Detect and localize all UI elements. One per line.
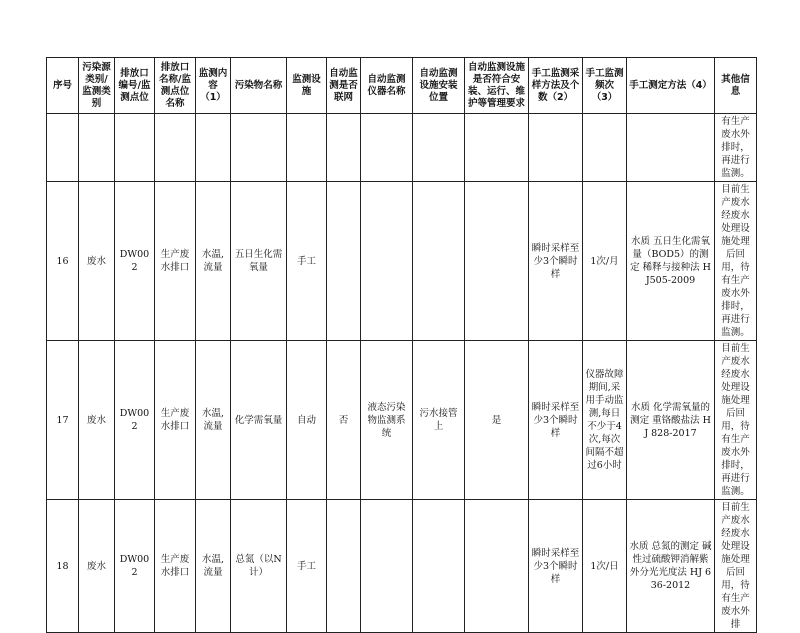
frequency-cell: 仪器故障期间,采用手动监测,每日不少于4次,每次间隔不超过6小时 [583,341,627,500]
networked-cell [327,500,361,633]
table-cell [529,114,583,182]
method-cell: 水质 五日生化需氧量（BOD5）的测定 稀释与接种法 HJ505-2009 [627,182,715,341]
table-cell [155,114,196,182]
pollutant-cell: 总氮（以N计） [231,500,287,633]
table-row [47,341,757,500]
networked-cell [327,182,361,341]
outlet-name-cell: 生产废水排口 [155,500,196,633]
method-cell: 水质 总氮的测定 碱性过硫酸钾消解紫外分光光度法 HJ 636-2012 [627,500,715,633]
header-cell: 监测设施 [287,58,327,114]
header-cell: 手工监测频次（3） [583,58,627,114]
table-cell [287,114,327,182]
monitoring-table [46,57,757,633]
header-cell: 自动监测设施是否符合安装、运行、维护等管理要求 [465,58,529,114]
outlet-name-cell: 生产废水排口 [155,182,196,341]
sampling-cell: 瞬时采样至少3个瞬时样 [529,182,583,341]
install-position-cell [413,500,465,633]
install-position-cell [413,182,465,341]
compliance-cell: 是 [465,341,529,500]
instrument-cell [361,500,413,633]
category-cell: 废水 [79,341,115,500]
outlet-id-cell: DW002 [115,500,155,633]
table-row [47,182,757,341]
header-cell: 其他信息 [715,58,757,114]
row-number: 18 [47,500,79,633]
outlet-name-cell: 生产废水排口 [155,341,196,500]
compliance-cell [465,500,529,633]
facility-cell: 手工 [287,500,327,633]
install-position-cell: 污水接管上 [413,341,465,500]
header-cell: 自动监测设施安装位置 [413,58,465,114]
content-cell: 水温,流量 [196,500,231,633]
frequency-cell: 1次/日 [583,500,627,633]
header-cell: 自动监测是否联网 [327,58,361,114]
header-cell: 污染源类别/监测类别 [79,58,115,114]
frequency-cell: 1次/月 [583,182,627,341]
category-cell: 废水 [79,500,115,633]
header-cell: 手工监测采样方法及个数（2） [529,58,583,114]
header-cell: 自动监测仪器名称 [361,58,413,114]
table-cell [361,114,413,182]
networked-cell: 否 [327,341,361,500]
facility-cell: 手工 [287,182,327,341]
table-cell [465,114,529,182]
table-cell [627,114,715,182]
header-cell: 手工测定方法（4） [627,58,715,114]
outlet-id-cell: DW002 [115,182,155,341]
table-cell [583,114,627,182]
table-cell [231,114,287,182]
header-cell: 排放口编号/监测点位 [115,58,155,114]
header-cell: 监测内容（1） [196,58,231,114]
table-cell [327,114,361,182]
sampling-cell: 瞬时采样至少3个瞬时样 [529,500,583,633]
instrument-cell: 液态污染物监测系统 [361,341,413,500]
header-cell: 排放口名称/监测点位名称 [155,58,196,114]
row-number: 17 [47,341,79,500]
content-cell: 水温,流量 [196,182,231,341]
other-info-cell: 目前生产废水经废水处理设施处理后回用，待有生产废水外排时，再进行监测。 [715,341,757,500]
method-cell: 水质 化学需氧量的测定 重铬酸盐法 HJ 828-2017 [627,341,715,500]
facility-cell: 自动 [287,341,327,500]
table-cell [115,114,155,182]
table-cell [413,114,465,182]
other-info-cell: 有生产废水外排时，再进行监测。 [715,114,757,182]
sampling-cell: 瞬时采样至少3个瞬时样 [529,341,583,500]
content-cell: 水温,流量 [196,341,231,500]
row-number: 16 [47,182,79,341]
pollutant-cell: 化学需氧量 [231,341,287,500]
header-cell: 污染物名称 [231,58,287,114]
compliance-cell [465,182,529,341]
table-row [47,500,757,633]
other-info-cell: 目前生产废水经废水处理设施处理后回用，待有生产废水外排时，再进行监测。 [715,182,757,341]
other-info-cell: 目前生产废水经废水处理设施处理后回用，待有生产废水外排 [715,500,757,633]
table-cell [79,114,115,182]
table-cell [196,114,231,182]
table-cell [47,114,79,182]
pollutant-cell: 五日生化需氧量 [231,182,287,341]
table-row-continued [47,114,757,182]
instrument-cell [361,182,413,341]
header-row [47,58,757,114]
outlet-id-cell: DW002 [115,341,155,500]
header-cell: 序号 [47,58,79,114]
category-cell: 废水 [79,182,115,341]
